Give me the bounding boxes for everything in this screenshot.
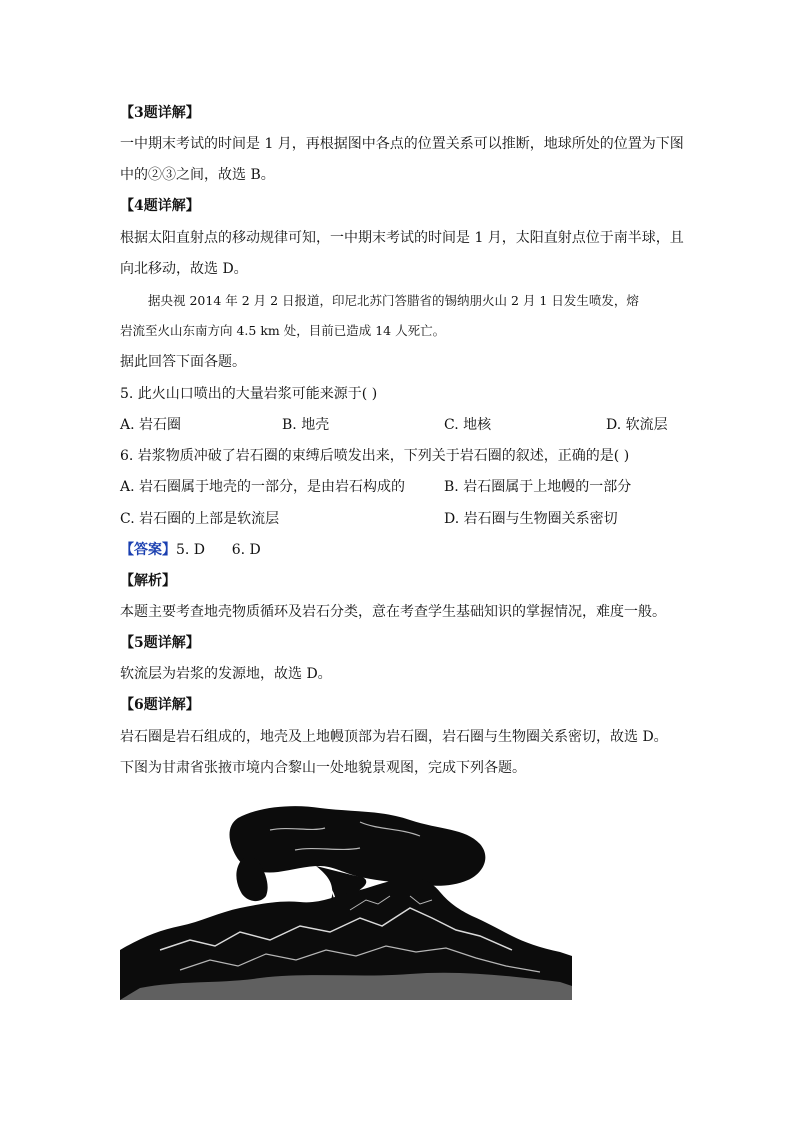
q4-heading: 【4题详解】: [120, 198, 200, 214]
landform-photo: [120, 800, 572, 1000]
q6-detail-text: 岩石圈是岩石组成的，地壳及上地幔顶部为岩石圈，岩石圈与生物圈关系密切，故选 D。: [120, 729, 668, 745]
q5-option-a: A. 岩石圈: [120, 417, 182, 433]
analysis-heading: 【解析】: [120, 573, 176, 589]
q3-explanation-line2: 中的②③之间，故选 B。: [120, 167, 275, 183]
q6-detail-heading: 【6题详解】: [120, 697, 200, 713]
next-question-intro: 下图为甘肃省张掖市境内合黎山一处地貌景观图，完成下列各题。: [120, 760, 526, 776]
passage-line1: 据央视 2014 年 2 月 2 日报道，印尼北苏门答腊省的锡纳朋火山 2 月 1 日发生喷发，熔: [148, 293, 639, 308]
answer-value: 5. D 6. D: [176, 542, 261, 558]
q5-detail-heading: 【5题详解】: [120, 635, 200, 651]
q5-option-d: D. 软流层: [606, 417, 668, 433]
q6-option-d: D. 岩石圈与生物圈关系密切: [444, 511, 618, 527]
q6-option-c: C. 岩石圈的上部是软流层: [120, 511, 280, 527]
q3-heading: 【3题详解】: [120, 105, 200, 121]
q5-stem: 5. 此火山口喷出的大量岩浆可能来源于( ): [120, 386, 378, 402]
q5-detail-text: 软流层为岩浆的发源地，故选 D。: [120, 666, 332, 682]
q4-explanation-line1: 根据太阳直射点的移动规律可知，一中期末考试的时间是 1 月，太阳直射点位于南半球，且: [120, 230, 684, 246]
answer-row: [120, 540, 261, 560]
rock-cap: [230, 806, 486, 886]
q3-explanation-line1: 一中期末考试的时间是 1 月，再根据图中各点的位置关系可以推断，地球所处的位置为下图: [120, 136, 684, 152]
analysis-text: 本题主要考查地壳物质循环及岩石分类，意在考查学生基础知识的掌握情况，难度一般。: [120, 604, 666, 620]
passage-instruction: 据此回答下面各题。: [120, 354, 246, 370]
answer-label: 【答案】: [120, 542, 176, 558]
q5-option-b: B. 地壳: [282, 417, 330, 433]
q4-explanation-line2: 向北移动，故选 D。: [120, 261, 248, 277]
q6-option-b: B. 岩石圈属于上地幔的一部分: [444, 479, 632, 495]
q5-option-c: C. 地核: [444, 417, 492, 433]
q6-option-a: A. 岩石圈属于地壳的一部分，是由岩石构成的: [120, 479, 406, 495]
q6-stem: 6. 岩浆物质冲破了岩石圈的束缚后喷发出来，下列关于岩石圈的叙述，正确的是( ): [120, 448, 630, 464]
passage-line2: 岩流至火山东南方向 4.5 km 处，目前已造成 14 人死亡。: [120, 323, 446, 338]
